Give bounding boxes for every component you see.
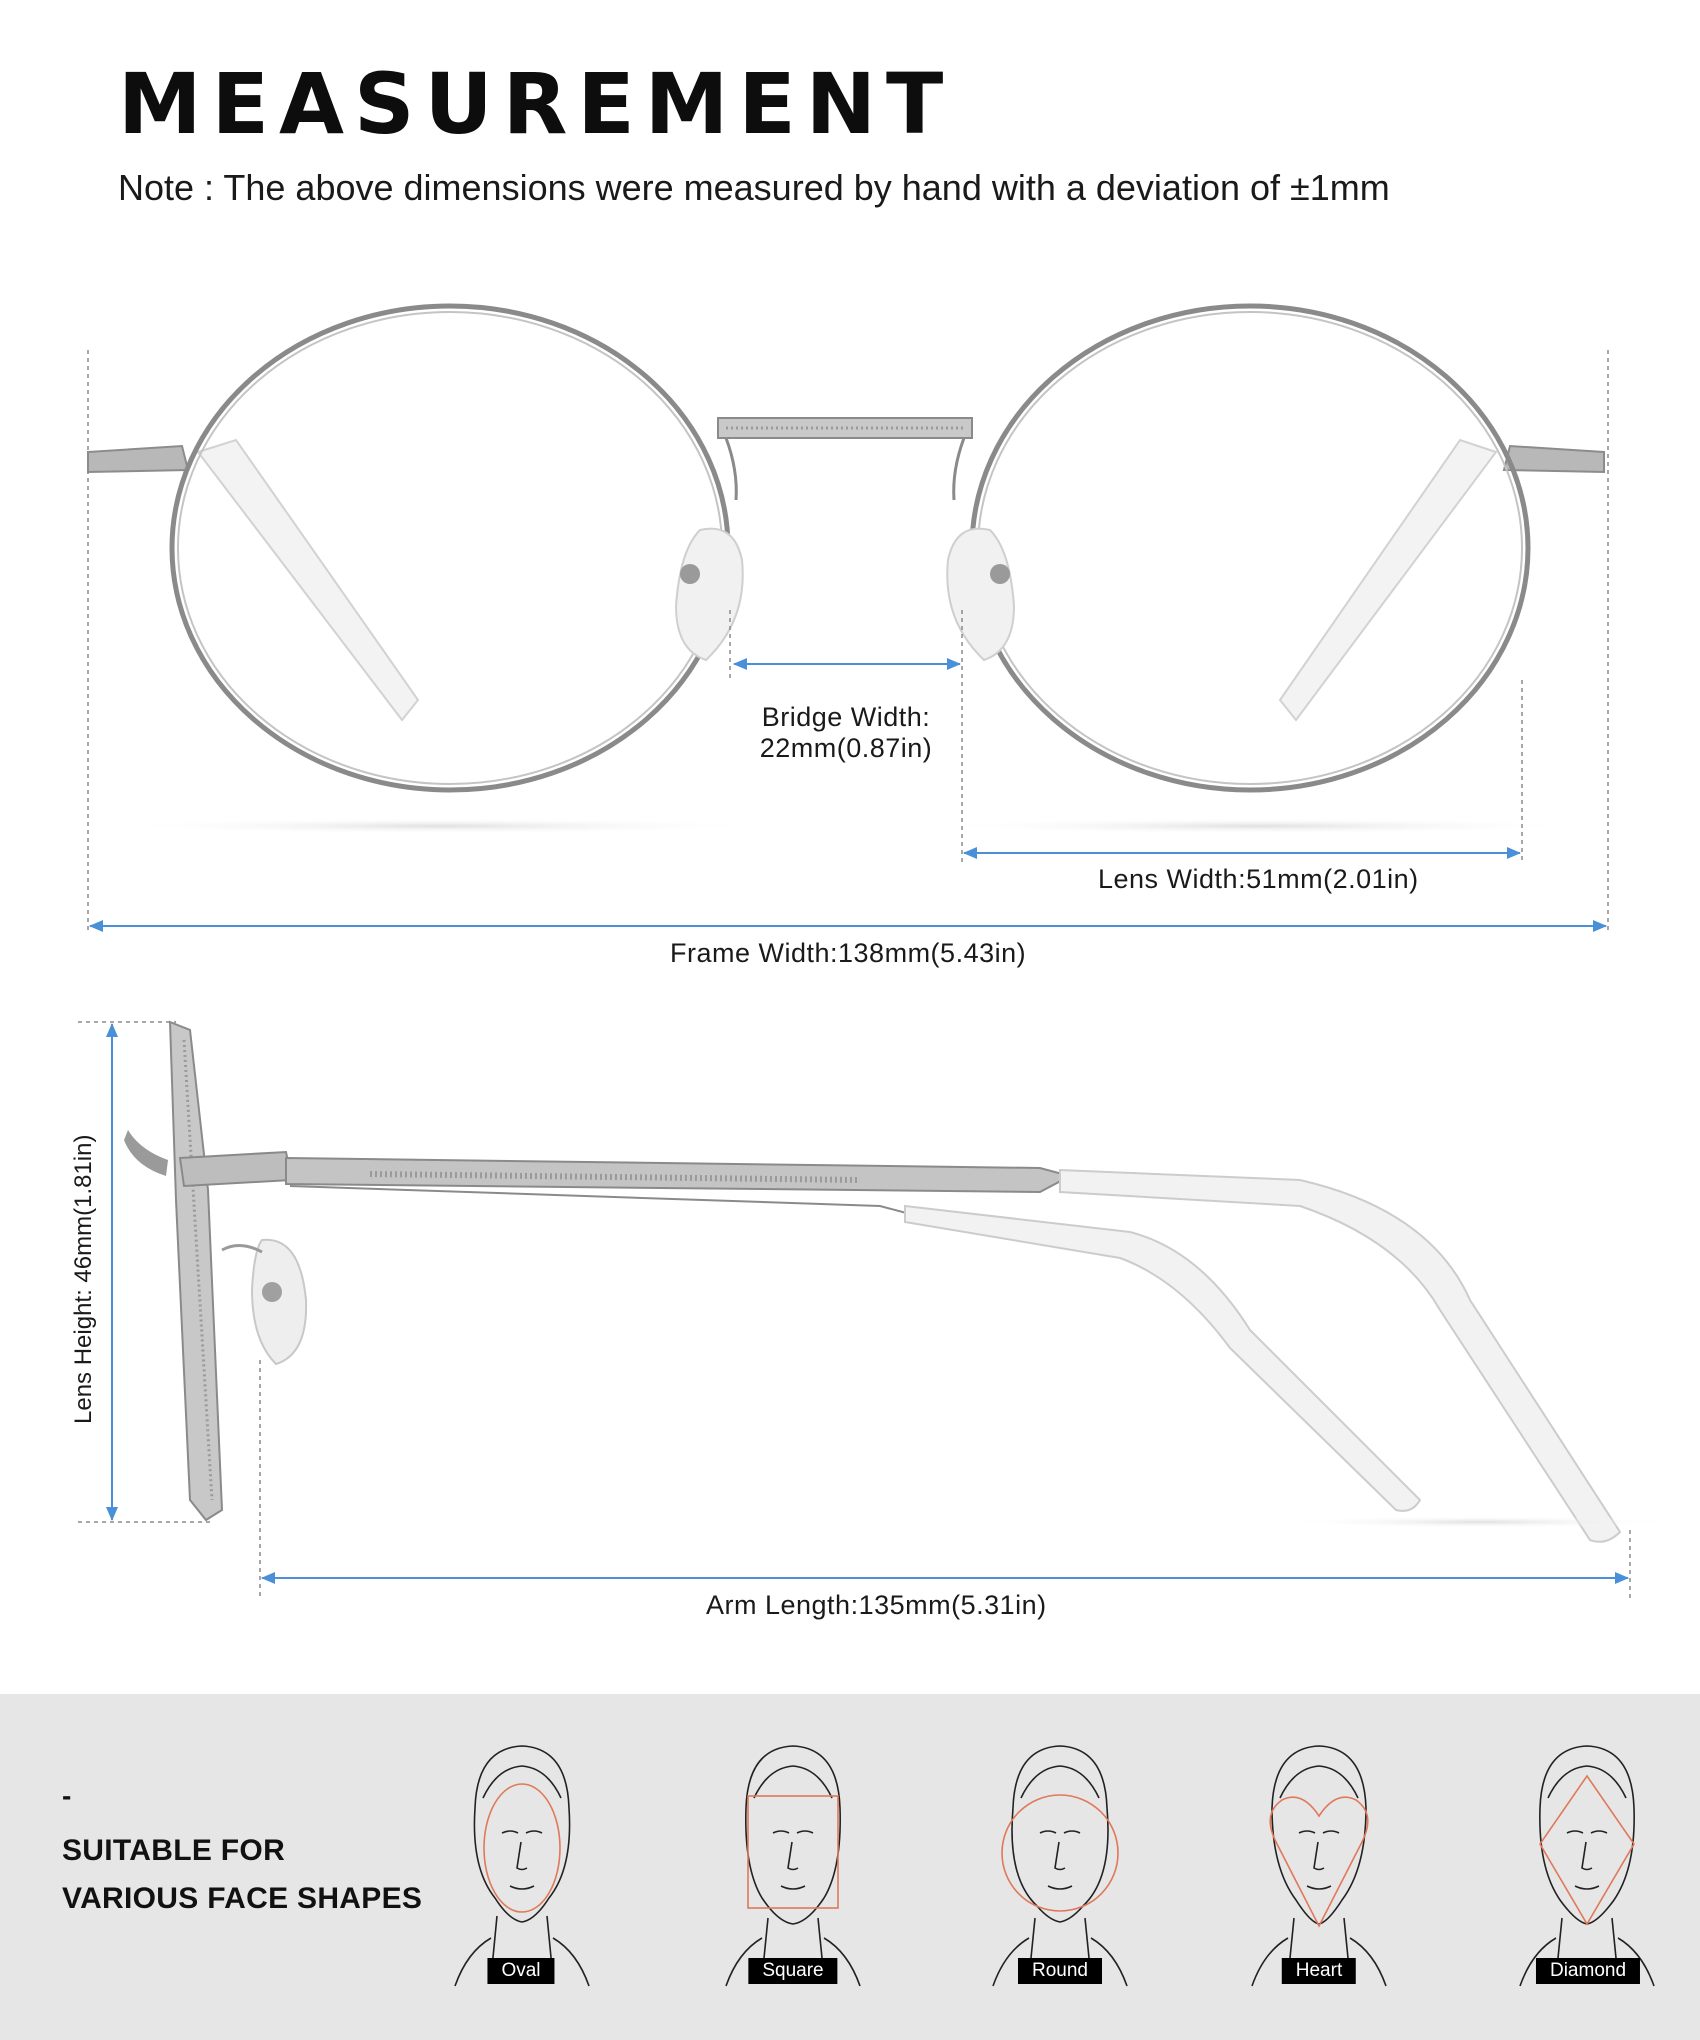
- lens-width-label: Lens Width:51mm(2.01in): [1098, 864, 1419, 894]
- square-face-label: Square: [748, 1958, 837, 1984]
- round-face-label: Round: [1018, 1958, 1102, 1984]
- arm-length-label: Arm Length:135mm(5.31in): [706, 1590, 1047, 1620]
- diamond-face-icon: [1512, 1738, 1662, 1988]
- heart-face-label: Heart: [1282, 1958, 1356, 1984]
- measurement-note: Note : The above dimensions were measured by hand with a deviation of ±1mm: [118, 167, 1390, 208]
- oval-face-icon: [447, 1738, 597, 1988]
- bridge-width-label: Bridge Width: 22mm(0.87in): [759, 702, 933, 764]
- section-title-line1: SUITABLE FOR: [62, 1834, 286, 1867]
- round-face-icon: [985, 1738, 1135, 1988]
- oval-face-label: Oval: [487, 1958, 554, 1984]
- lens-height-label: Lens Height: 46mm(1.81in): [70, 1134, 97, 1424]
- side-view-glasses: [124, 1022, 1680, 1542]
- frame-width-label: Frame Width:138mm(5.43in): [670, 938, 1027, 968]
- heart-face-icon: [1244, 1738, 1394, 1988]
- square-face-icon: [718, 1738, 868, 1988]
- page-title: MEASUREMENT: [118, 55, 954, 153]
- section-title-line2: VARIOUS FACE SHAPES: [62, 1882, 423, 1915]
- section-dash: -: [62, 1780, 72, 1811]
- diamond-face-label: Diamond: [1536, 1958, 1640, 1984]
